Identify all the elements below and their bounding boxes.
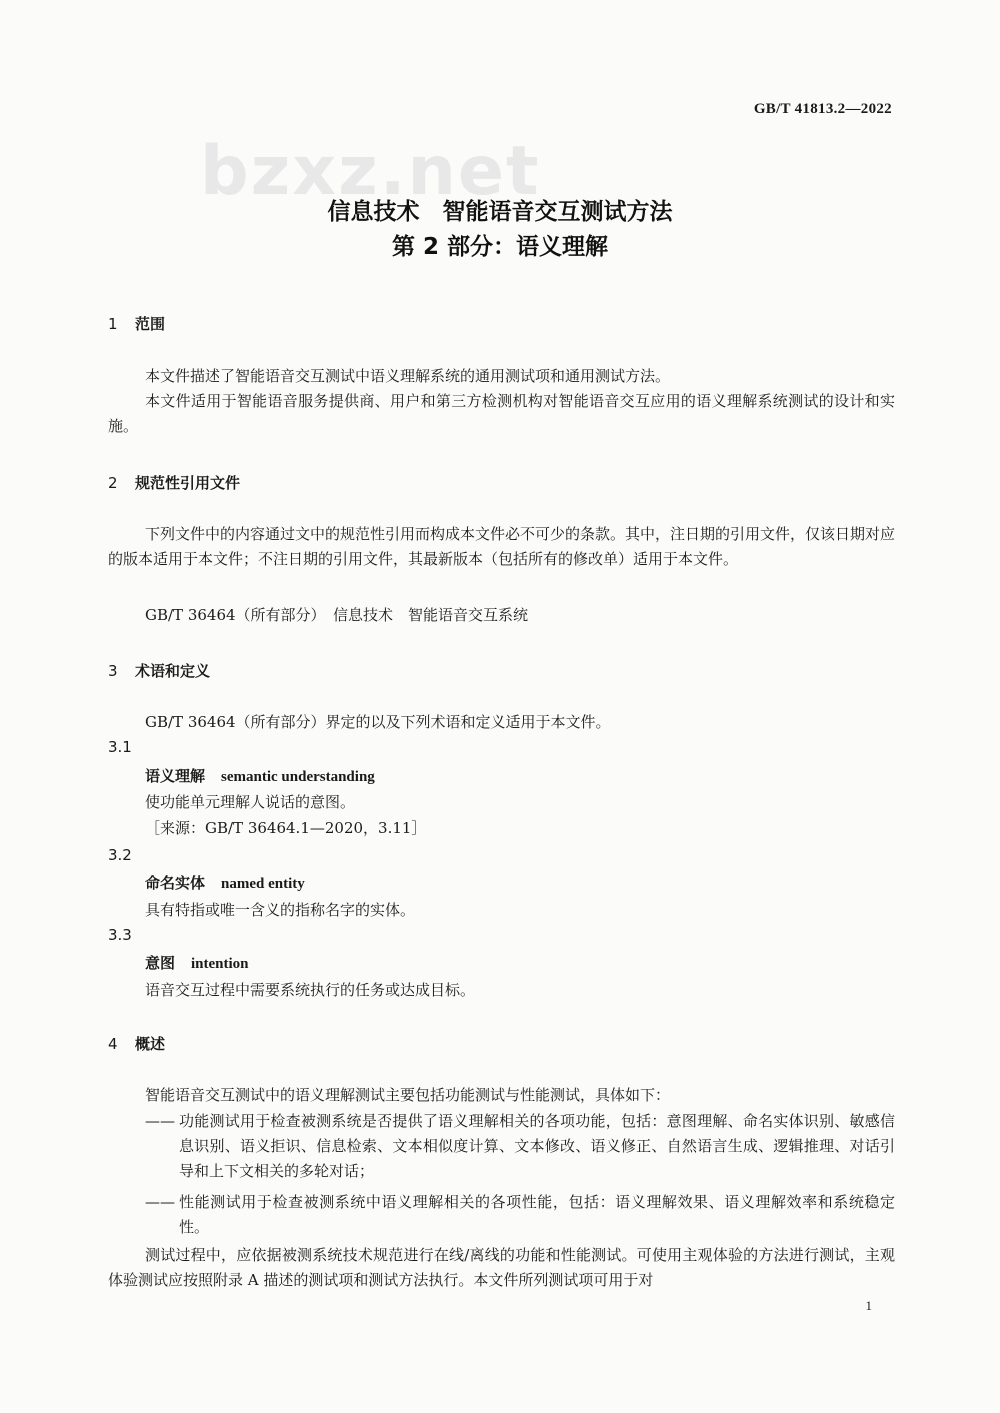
normative-reference: GB/T 36464（所有部分） 信息技术 智能语音交互系统 xyxy=(145,606,529,624)
term-entry xyxy=(145,765,375,786)
clause-number: 3.3 xyxy=(108,926,132,944)
list-dash: —— xyxy=(145,1112,175,1130)
section-title: 概述 xyxy=(135,1035,166,1053)
section-heading-1 xyxy=(108,313,165,334)
section-number: 3 xyxy=(108,662,118,680)
clause-number: 3.1 xyxy=(108,738,132,756)
term-en: semantic understanding xyxy=(221,769,375,785)
paragraph: GB/T 36464（所有部分）界定的以及下列术语和定义适用于本文件。 xyxy=(145,713,611,731)
clause-number: 3.2 xyxy=(108,846,132,864)
standard-number: GB/T 41813.2—2022 xyxy=(753,101,892,117)
list-item-text: 性能测试用于检查被测系统中语义理解相关的各项性能，包括：语义理解效果、语义理解效率和系统稳定性。 xyxy=(179,1193,895,1236)
term-zh: 语义理解 xyxy=(145,767,206,785)
term-en: named entity xyxy=(221,876,305,892)
section-title: 规范性引用文件 xyxy=(135,474,241,492)
term-definition: 语音交互过程中需要系统执行的任务或达成目标。 xyxy=(145,981,476,999)
page-number: 1 xyxy=(865,1298,872,1313)
section-heading-3 xyxy=(108,660,210,681)
section-heading-4 xyxy=(108,1033,165,1054)
term-entry xyxy=(145,872,305,893)
section-number: 2 xyxy=(108,474,118,492)
term-entry xyxy=(145,952,249,973)
section-title: 术语和定义 xyxy=(135,662,211,680)
section-heading-2 xyxy=(108,472,240,493)
term-definition: 具有特指或唯一含义的指称名字的实体。 xyxy=(145,901,416,919)
list-item-text: 功能测试用于检查被测系统是否提供了语义理解相关的各项功能，包括：意图理解、命名实体识别、敏感信息识别、语义拒识、信息检索、文本相似度计算、文本修改、语义修正、自然语言生成、逻辑推理、对话引导和上下文相关的多轮对话； xyxy=(179,1112,895,1180)
term-source: ［来源：GB/T 36464.1—2020，3.11］ xyxy=(145,819,427,837)
term-definition: 使功能单元理解人说话的意图。 xyxy=(145,793,356,811)
paragraph: 本文件描述了智能语音交互测试中语义理解系统的通用测试项和通用测试方法。 xyxy=(145,367,671,385)
section-number: 4 xyxy=(108,1035,118,1053)
term-zh: 命名实体 xyxy=(145,874,206,892)
section-title: 范围 xyxy=(135,315,166,333)
list-item xyxy=(145,1109,895,1184)
paragraph: 本文件适用于智能语音服务提供商、用户和第三方检测机构对智能语音交互应用的语义理解系统测试的设计和实施。 xyxy=(108,392,895,435)
watermark: bzxz.net xyxy=(200,132,541,211)
section-number: 1 xyxy=(108,315,118,333)
document-title: 信息技术 智能语音交互测试方法 xyxy=(327,199,673,225)
document-subtitle: 第 2 部分：语义理解 xyxy=(391,234,609,260)
term-en: intention xyxy=(191,956,249,972)
paragraph: 测试过程中，应依据被测系统技术规范进行在线/离线的功能和性能测试。可使用主观体验的方法进行测试，主观体验测试应按照附录 A 描述的测试项和测试方法执行。本文件所列测试项可用于对 xyxy=(108,1246,895,1289)
list-item xyxy=(145,1190,895,1240)
list-dash: —— xyxy=(145,1193,175,1211)
paragraph: 下列文件中的内容通过文中的规范性引用而构成本文件必不可少的条款。其中，注日期的引用文件，仅该日期对应的版本适用于本文件；不注日期的引用文件，其最新版本（包括所有的修改单）适用于本文件。 xyxy=(108,525,896,568)
term-zh: 意图 xyxy=(145,954,176,972)
paragraph: 智能语音交互测试中的语义理解测试主要包括功能测试与性能测试，具体如下： xyxy=(145,1086,671,1104)
